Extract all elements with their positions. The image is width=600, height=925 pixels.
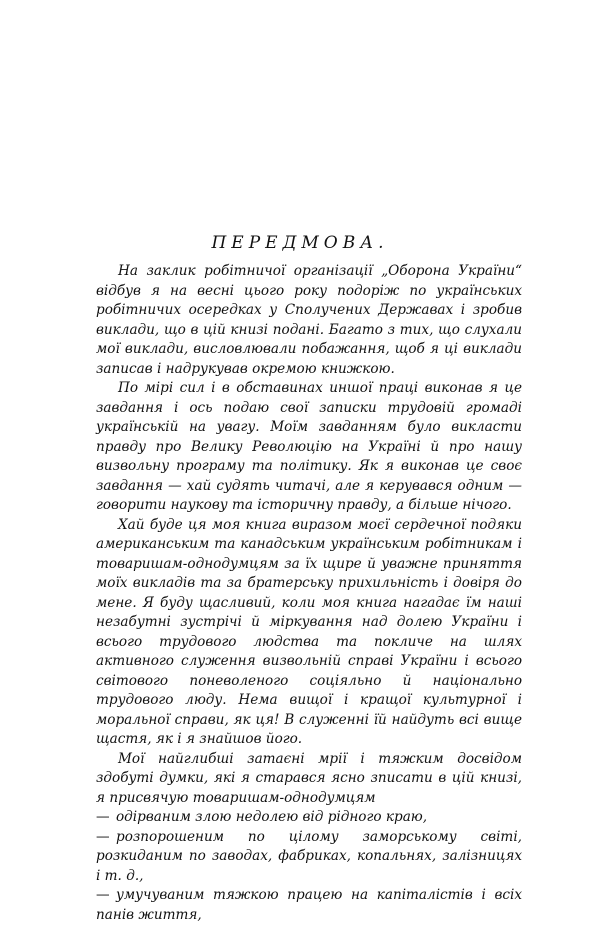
dedication-line	[96, 828, 522, 887]
dedication-text: одірваним злою недолею від рідного краю,	[116, 809, 428, 825]
paragraph: На заклик робітничої організації „Оборона України“ відбув я на весні цього року подоріж по українських робітничих осередках у Сполучених Державах і зробив виклади, що в цій книзі подані. Багато з тих, що слухали мої виклади, висловлювали побажання, щоб я ці виклади записав і надрукував окремою книжкою.	[96, 263, 522, 377]
dedication-line	[96, 886, 522, 925]
dash-mark: —	[96, 809, 110, 825]
paragraph: Хай буде ця моя книга виразом моєї сердечної подяки американським та канадським українським робітникам і товаришам-однодумцям за їх щире й уважне приняття моїх викладів та за братерську прихильність і довіря до мене. Я буду щасливий, коли моя книга нагадає їм наші незабутні зустрічі й міркування над долею України і всього трудового людства та покличе на шлях активного служення визвольній справі України і всього світового поневоленого соціяльно й національно трудового люду. Нема вищої і кращої культурної і моральної справи, як ця! В служенні їй найдуть всі вище щастя, як і я знайшов його.	[96, 516, 522, 747]
dash-mark: —	[96, 887, 110, 903]
dedication-text: розпорошеним по цілому заморському світі, розкиданим по заводах, фабриках, копальнях, залізницях і т. д.,	[96, 828, 522, 884]
page-title: ПЕРЕДМОВА.	[211, 233, 389, 253]
paragraph: По мірі сил і в обставинах иншої праці виконав я це завдання і ось подаю свої записки трудовій громаді українській на увагу. Моїм завданням було викласти правду про Велику Революцію на Україні й про нашу визвольну програму та політику. Як я виконав це своє завдання — хай судять читачі, але я керувався одним — говорити наукову та історичну правду, а більше нічого.	[96, 380, 522, 513]
preface-text	[96, 262, 522, 925]
dedication-line	[96, 808, 522, 828]
dedication-text: умучуваним тяжкою працею на капіталістів і всіх панів життя,	[96, 887, 522, 923]
dash-mark: —	[96, 828, 110, 845]
paragraph: Мої найглибші затаєні мрії і тяжким досвідом здобуті думки, які я старався ясно зписати в цій книзі, я присвячую товаришам-однодумцям	[96, 750, 522, 806]
